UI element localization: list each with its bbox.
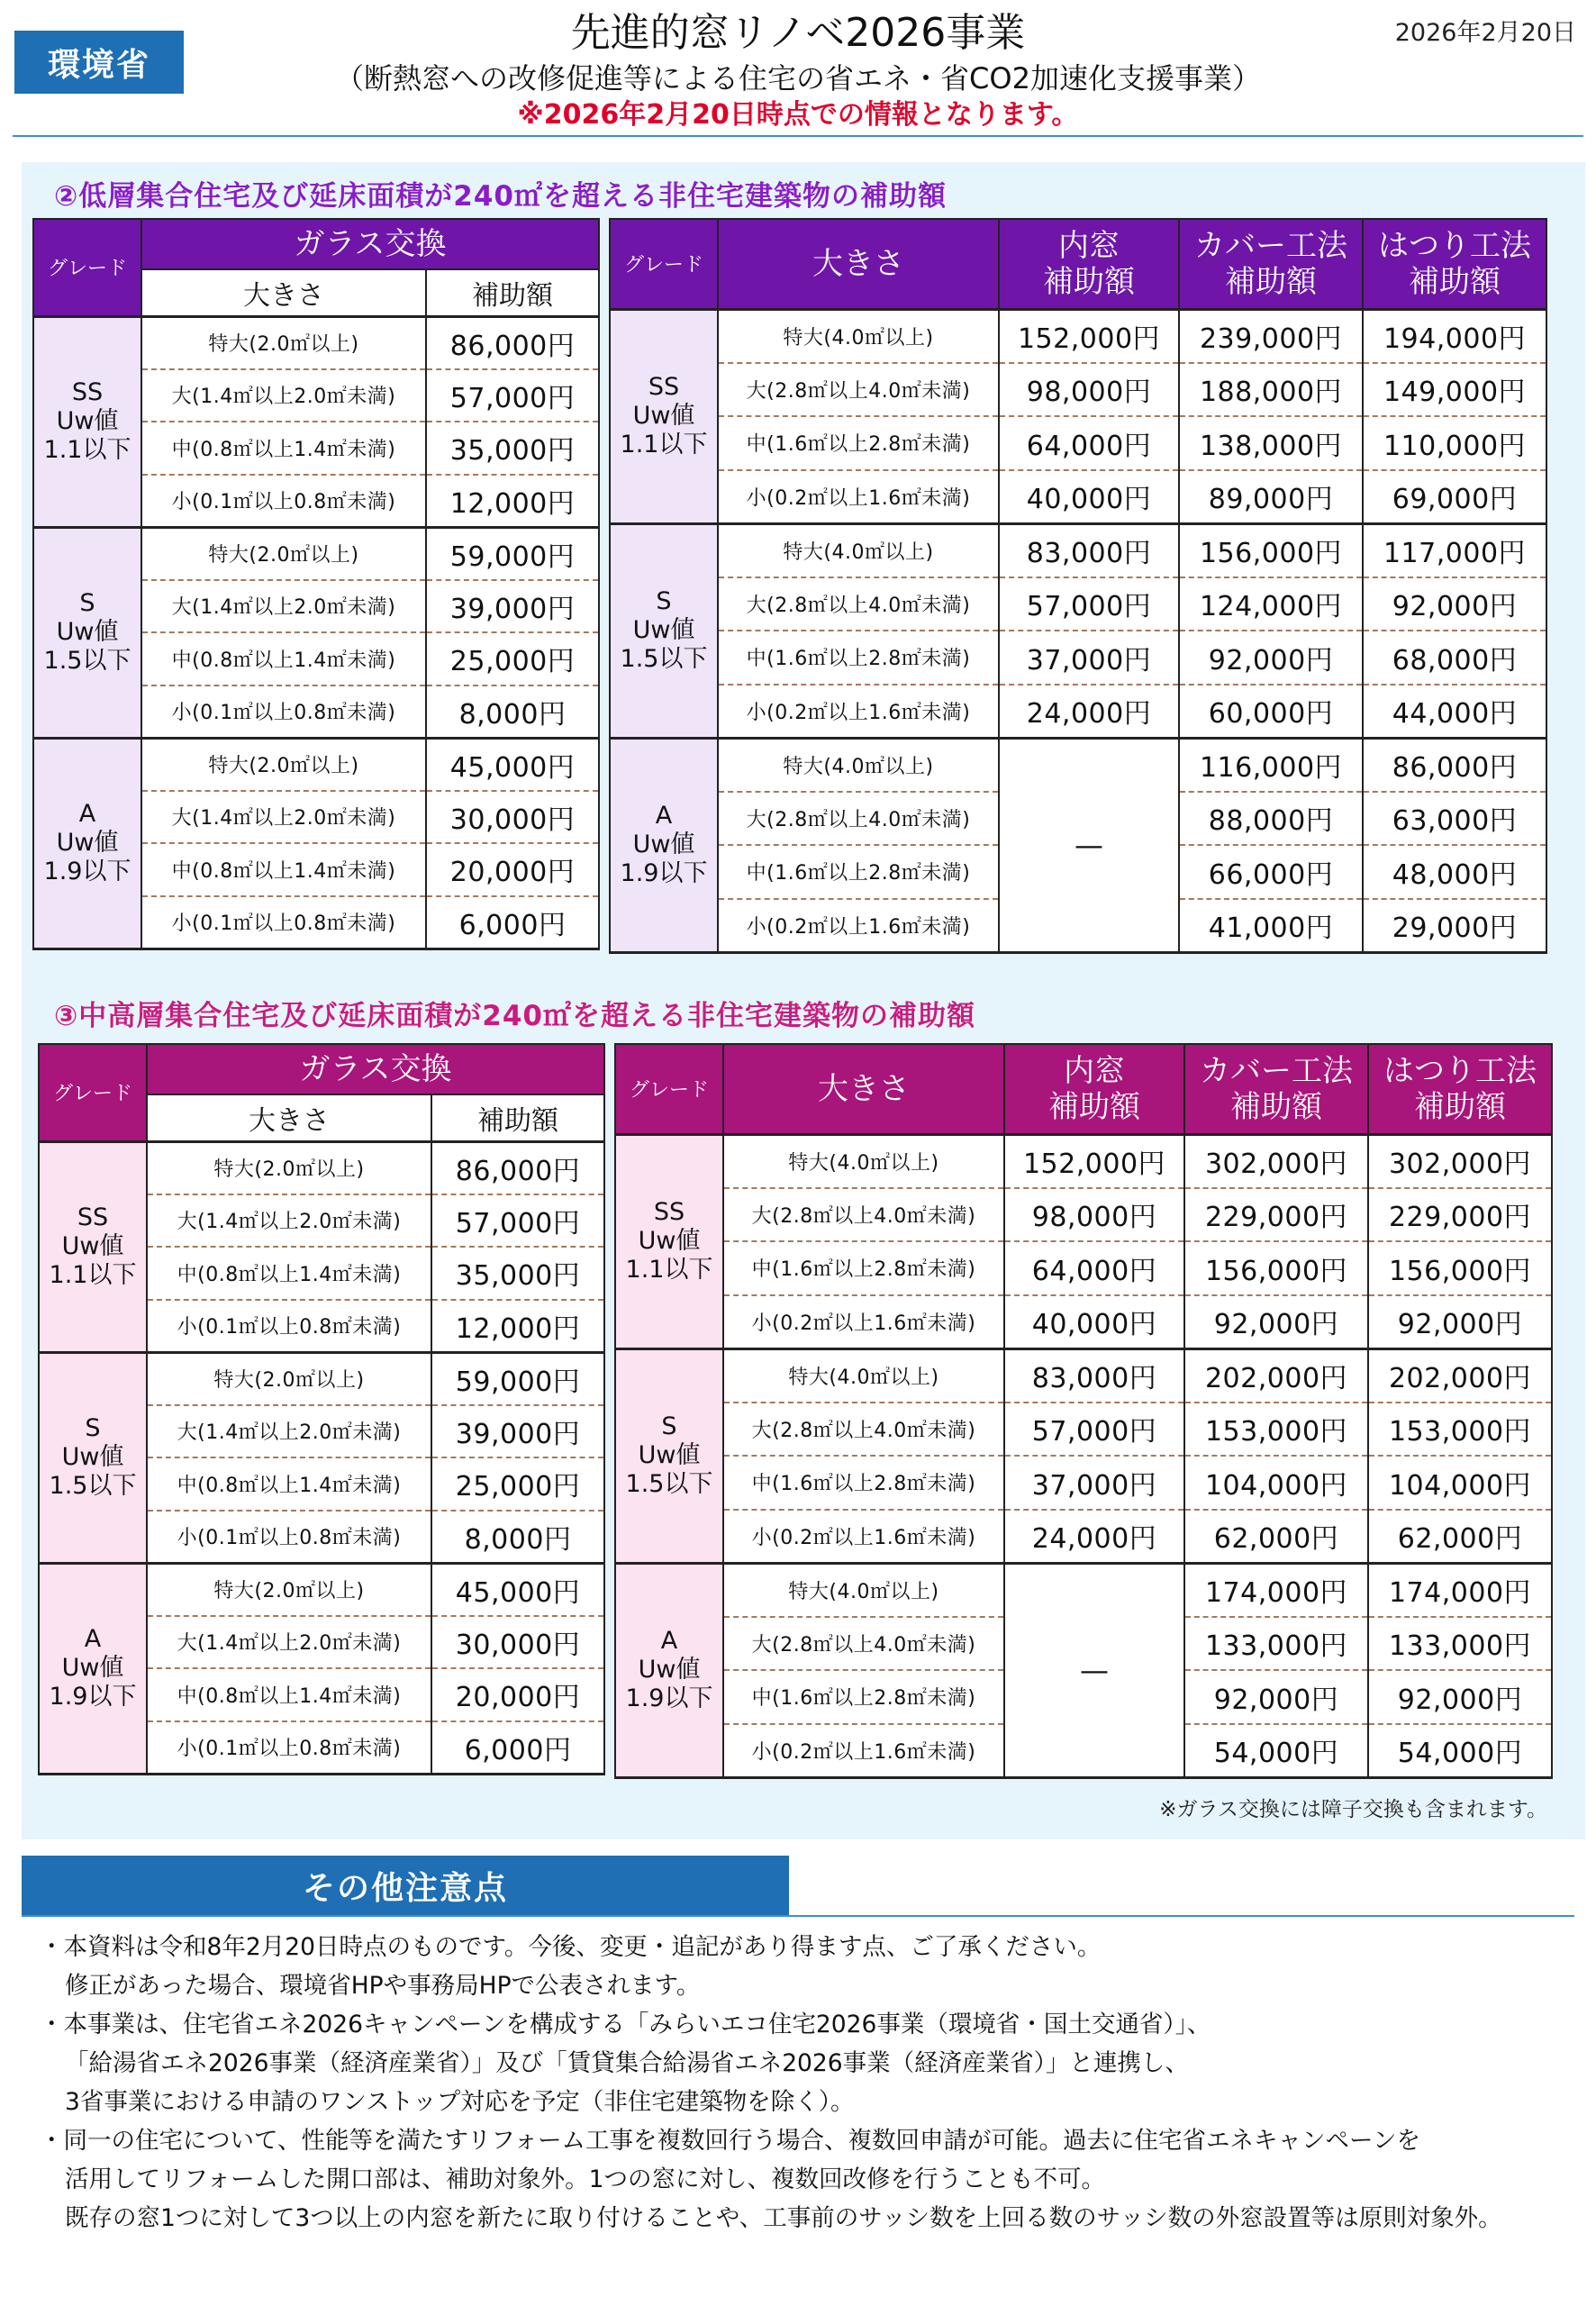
cover-amount-cell: 66,000円 [1179, 845, 1363, 899]
cover-header: カバー工法 補助額 [1184, 1044, 1368, 1134]
amount-cell: 25,000円 [426, 632, 599, 685]
grade-cell: A Uw値 1.9以下 [615, 1563, 723, 1777]
cover-amount-cell: 174,000円 [1184, 1563, 1368, 1617]
table-row [615, 1241, 1552, 1295]
amount-cell: 86,000円 [426, 316, 599, 369]
size-cell: 大(2.8㎡以上4.0㎡未満) [718, 363, 999, 417]
cover-amount-cell: 153,000円 [1184, 1403, 1368, 1457]
section3-title: ③中高層集合住宅及び延床面積が240㎡を超える非住宅建築物の補助額 [54, 1000, 975, 1032]
size-cell: 特大(4.0㎡以上) [718, 309, 999, 363]
table-row [39, 1141, 604, 1194]
inner-amount-cell: 152,000円 [1004, 1134, 1184, 1188]
size-header: 大きさ [141, 269, 426, 316]
size-cell: 大(1.4㎡以上2.0㎡未満) [141, 791, 426, 844]
cover-amount-cell: 156,000円 [1179, 523, 1363, 577]
table-row [615, 1456, 1552, 1510]
table-row [610, 685, 1546, 739]
size-cell: 大(1.4㎡以上2.0㎡未満) [141, 580, 426, 633]
table-row [33, 316, 599, 369]
size-cell: 小(0.1㎡以上0.8㎡未満) [147, 1511, 431, 1564]
table-row [615, 1134, 1552, 1188]
grade-cell: S Uw値 1.5以下 [39, 1352, 147, 1563]
hatsuri-amount-cell: 86,000円 [1363, 738, 1546, 792]
size-cell: 小(0.2㎡以上1.6㎡未満) [723, 1724, 1004, 1778]
date-notice: ※2026年2月20日時点での情報となります。 [517, 99, 1079, 131]
cover-amount-cell: 124,000円 [1179, 577, 1363, 631]
size-cell: 特大(4.0㎡以上) [723, 1348, 1004, 1403]
cover-amount-cell: 92,000円 [1184, 1670, 1368, 1724]
cover-amount-cell: 104,000円 [1184, 1456, 1368, 1510]
table-row [610, 470, 1546, 524]
grade-cell: A Uw値 1.9以下 [33, 738, 141, 949]
hatsuri-amount-cell: 229,000円 [1368, 1188, 1552, 1242]
amount-cell: 6,000円 [431, 1721, 604, 1775]
size-cell: 小(0.1㎡以上0.8㎡未満) [141, 896, 426, 949]
table-row [610, 416, 1546, 470]
grade-cell: SS Uw値 1.1以下 [615, 1134, 723, 1348]
amount-cell: 20,000円 [426, 843, 599, 896]
page-subtitle: （断熱窓への改修促進等による住宅の省エネ・省CO2加速化支援事業） [335, 61, 1261, 95]
notes-list [40, 1928, 1571, 2238]
size-cell: 特大(2.0㎡以上) [141, 527, 426, 580]
size-header: 大きさ [147, 1094, 431, 1141]
section3-window-table [614, 1043, 1553, 1779]
note-item: ・同一の住宅について、性能等を満たすリフォーム工事を複数回行う場合、複数回申請が可能。過去に住宅省エネキャンペーンを 活用してリフォームした開口部は、補助対象外。1つの窓に対し、複数回改修を行うことも不可。 既存の窓1つに対して3つ以上の内窓を新たに取り付けることや、工事前のサッシ数を上回る数のサッシ数の外窓設置等は原則対象外。 [40, 2127, 1502, 2232]
hatsuri-amount-cell: 194,000円 [1363, 309, 1546, 363]
cover-header: カバー工法 補助額 [1179, 219, 1363, 309]
size-cell: 特大(4.0㎡以上) [718, 738, 999, 792]
inner-amount-cell: 98,000円 [1004, 1188, 1184, 1242]
amount-cell: 45,000円 [426, 738, 599, 791]
size-cell: 中(1.6㎡以上2.8㎡未満) [718, 631, 999, 685]
size-cell: 特大(2.0㎡以上) [147, 1563, 431, 1616]
hatsuri-amount-cell: 29,000円 [1363, 899, 1546, 953]
table-row [33, 527, 599, 580]
amount-cell: 35,000円 [431, 1247, 604, 1300]
size-cell: 大(1.4㎡以上2.0㎡未満) [141, 369, 426, 422]
amount-cell: 59,000円 [431, 1352, 604, 1405]
size-cell: 小(0.2㎡以上1.6㎡未満) [723, 1510, 1004, 1564]
cover-amount-cell: 302,000円 [1184, 1134, 1368, 1188]
notes-header: その他注意点 [22, 1856, 789, 1915]
table-row [33, 738, 599, 791]
table-row [615, 1188, 1552, 1242]
inner-amount-cell: 57,000円 [999, 577, 1179, 631]
amount-cell: 59,000円 [426, 527, 599, 580]
hatsuri-amount-cell: 202,000円 [1368, 1348, 1552, 1403]
glass-exchange-header: ガラス交換 [147, 1044, 604, 1094]
cover-amount-cell: 188,000円 [1179, 363, 1363, 417]
notes-divider [22, 1915, 1574, 1917]
cover-amount-cell: 54,000円 [1184, 1724, 1368, 1778]
grade-header: グレード [610, 219, 718, 309]
inner-amount-cell: 37,000円 [999, 631, 1179, 685]
table-row [610, 523, 1546, 577]
amount-cell: 8,000円 [431, 1511, 604, 1564]
cover-amount-cell: 88,000円 [1179, 792, 1363, 846]
size-cell: 特大(2.0㎡以上) [141, 316, 426, 369]
cover-amount-cell: 89,000円 [1179, 470, 1363, 524]
cover-amount-cell: 156,000円 [1184, 1241, 1368, 1295]
table-row [615, 1403, 1552, 1457]
table-row [610, 738, 1546, 792]
amount-cell: 57,000円 [426, 369, 599, 422]
inner-amount-cell: 40,000円 [999, 470, 1179, 524]
hatsuri-amount-cell: 68,000円 [1363, 631, 1546, 685]
amount-cell: 57,000円 [431, 1194, 604, 1248]
grade-header: グレード [615, 1044, 723, 1134]
size-cell: 特大(4.0㎡以上) [723, 1134, 1004, 1188]
amount-cell: 12,000円 [431, 1300, 604, 1353]
table-row [615, 1348, 1552, 1403]
glass-exchange-header: ガラス交換 [141, 219, 599, 269]
amount-cell: 30,000円 [431, 1616, 604, 1669]
size-cell: 大(2.8㎡以上4.0㎡未満) [723, 1617, 1004, 1671]
cover-amount-cell: 133,000円 [1184, 1617, 1368, 1671]
note-item: ・本事業は、住宅省エネ2026キャンペーンを構成する「みらいエコ住宅2026事業（環境省・国土交通省）」、 「給湯省エネ2026事業（経済産業省）」及び「賃貸集合給湯省エネ2026事業（経済産業省）」と連携し、 3省事業における申請のワンストップ対応を予定（非住宅建築物を除く）。 [40, 2011, 1211, 2116]
amount-cell: 8,000円 [426, 685, 599, 739]
size-cell: 小(0.2㎡以上1.6㎡未満) [718, 470, 999, 524]
section2-window-table [609, 218, 1547, 954]
note-item: ・本資料は令和8年2月20日時点のものです。今後、変更・追記があり得ます点、ご了承ください。 修正があった場合、環境省HPや事務局HPで公表されます。 [40, 1933, 1102, 2000]
amount-cell: 35,000円 [426, 422, 599, 475]
size-cell: 中(0.8㎡以上1.4㎡未満) [147, 1668, 431, 1721]
size-cell: 小(0.1㎡以上0.8㎡未満) [141, 685, 426, 739]
cover-amount-cell: 41,000円 [1179, 899, 1363, 953]
hatsuri-amount-cell: 156,000円 [1368, 1241, 1552, 1295]
section2-title: ②低層集合住宅及び延床面積が240㎡を超える非住宅建築物の補助額 [54, 180, 947, 213]
inner-amount-cell: 64,000円 [1004, 1241, 1184, 1295]
hatsuri-amount-cell: 174,000円 [1368, 1563, 1552, 1617]
title-block [0, 7, 1596, 133]
glass-footnote: ※ガラス交換には障子交換も含まれます。 [1159, 1798, 1547, 1821]
cover-amount-cell: 92,000円 [1184, 1295, 1368, 1349]
table-row [610, 309, 1546, 363]
inner-amount-cell: 64,000円 [999, 416, 1179, 470]
grade-cell: A Uw値 1.9以下 [610, 738, 718, 952]
inner-amount-cell: 24,000円 [999, 685, 1179, 739]
amount-cell: 12,000円 [426, 475, 599, 528]
hatsuri-amount-cell: 110,000円 [1363, 416, 1546, 470]
section3-glass-table [38, 1043, 605, 1775]
inner-amount-cell: 57,000円 [1004, 1403, 1184, 1457]
size-cell: 特大(2.0㎡以上) [147, 1352, 431, 1405]
hatsuri-amount-cell: 48,000円 [1363, 845, 1546, 899]
grade-cell: S Uw値 1.5以下 [33, 527, 141, 738]
amount-cell: 30,000円 [426, 791, 599, 844]
grade-cell: S Uw値 1.5以下 [610, 523, 718, 738]
hatsuri-amount-cell: 44,000円 [1363, 685, 1546, 739]
not-applicable-dash: — [999, 738, 1179, 952]
inner-header: 内窓 補助額 [1004, 1044, 1184, 1134]
size-cell: 小(0.1㎡以上0.8㎡未満) [147, 1721, 431, 1775]
amount-header: 補助額 [431, 1094, 604, 1141]
hatsuri-amount-cell: 62,000円 [1368, 1510, 1552, 1564]
size-cell: 中(1.6㎡以上2.8㎡未満) [723, 1670, 1004, 1724]
inner-amount-cell: 98,000円 [999, 363, 1179, 417]
hatsuri-amount-cell: 92,000円 [1368, 1670, 1552, 1724]
inner-amount-cell: 37,000円 [1004, 1456, 1184, 1510]
grade-header: グレード [33, 219, 141, 316]
hatsuri-header: はつり工法 補助額 [1368, 1044, 1552, 1134]
amount-cell: 86,000円 [431, 1141, 604, 1194]
size-cell: 小(0.2㎡以上1.6㎡未満) [718, 685, 999, 739]
table-row [39, 1563, 604, 1616]
grade-cell: S Uw値 1.5以下 [615, 1348, 723, 1563]
size-cell: 大(2.8㎡以上4.0㎡未満) [718, 577, 999, 631]
hatsuri-header: はつり工法 補助額 [1363, 219, 1546, 309]
inner-header: 内窓 補助額 [999, 219, 1179, 309]
header-divider [13, 135, 1583, 137]
page-title: 先進的窓リノベ2026事業 [570, 10, 1026, 56]
table-row [615, 1510, 1552, 1564]
cover-amount-cell: 239,000円 [1179, 309, 1363, 363]
cover-amount-cell: 116,000円 [1179, 738, 1363, 792]
hatsuri-amount-cell: 92,000円 [1363, 577, 1546, 631]
size-cell: 中(1.6㎡以上2.8㎡未満) [723, 1456, 1004, 1510]
hatsuri-amount-cell: 92,000円 [1368, 1295, 1552, 1349]
size-cell: 小(0.1㎡以上0.8㎡未満) [141, 475, 426, 528]
cover-amount-cell: 62,000円 [1184, 1510, 1368, 1564]
size-cell: 中(1.6㎡以上2.8㎡未満) [718, 416, 999, 470]
size-cell: 中(0.8㎡以上1.4㎡未満) [147, 1247, 431, 1300]
size-cell: 中(0.8㎡以上1.4㎡未満) [147, 1457, 431, 1511]
size-cell: 大(1.4㎡以上2.0㎡未満) [147, 1194, 431, 1248]
table-row [615, 1295, 1552, 1349]
size-cell: 大(2.8㎡以上4.0㎡未満) [723, 1403, 1004, 1457]
amount-cell: 25,000円 [431, 1457, 604, 1511]
not-applicable-dash: — [1004, 1563, 1184, 1777]
size-cell: 特大(4.0㎡以上) [723, 1563, 1004, 1617]
inner-amount-cell: 152,000円 [999, 309, 1179, 363]
inner-amount-cell: 83,000円 [1004, 1348, 1184, 1403]
size-cell: 小(0.2㎡以上1.6㎡未満) [718, 899, 999, 953]
size-cell: 大(1.4㎡以上2.0㎡未満) [147, 1405, 431, 1458]
hatsuri-amount-cell: 104,000円 [1368, 1456, 1552, 1510]
hatsuri-amount-cell: 149,000円 [1363, 363, 1546, 417]
section2-glass-table [32, 218, 600, 950]
size-cell: 特大(2.0㎡以上) [147, 1141, 431, 1194]
amount-header: 補助額 [426, 269, 599, 316]
size-cell: 大(2.8㎡以上4.0㎡未満) [723, 1188, 1004, 1242]
size-cell: 小(0.2㎡以上1.6㎡未満) [723, 1295, 1004, 1349]
inner-amount-cell: 83,000円 [999, 523, 1179, 577]
hatsuri-amount-cell: 63,000円 [1363, 792, 1546, 846]
size-cell: 中(0.8㎡以上1.4㎡未満) [141, 632, 426, 685]
hatsuri-amount-cell: 133,000円 [1368, 1617, 1552, 1671]
cover-amount-cell: 202,000円 [1184, 1348, 1368, 1403]
cover-amount-cell: 229,000円 [1184, 1188, 1368, 1242]
size-cell: 小(0.1㎡以上0.8㎡未満) [147, 1300, 431, 1353]
table-row [610, 363, 1546, 417]
cover-amount-cell: 92,000円 [1179, 631, 1363, 685]
grade-cell: SS Uw値 1.1以下 [39, 1141, 147, 1352]
grade-cell: A Uw値 1.9以下 [39, 1563, 147, 1774]
amount-cell: 39,000円 [431, 1405, 604, 1458]
size-cell: 特大(2.0㎡以上) [141, 738, 426, 791]
hatsuri-amount-cell: 69,000円 [1363, 470, 1546, 524]
hatsuri-amount-cell: 54,000円 [1368, 1724, 1552, 1778]
amount-cell: 39,000円 [426, 580, 599, 633]
size-cell: 特大(4.0㎡以上) [718, 523, 999, 577]
size-cell: 中(1.6㎡以上2.8㎡未満) [723, 1241, 1004, 1295]
cover-amount-cell: 138,000円 [1179, 416, 1363, 470]
size-cell: 中(0.8㎡以上1.4㎡未満) [141, 422, 426, 475]
inner-amount-cell: 40,000円 [1004, 1295, 1184, 1349]
hatsuri-amount-cell: 153,000円 [1368, 1403, 1552, 1457]
table-row [615, 1563, 1552, 1617]
hatsuri-amount-cell: 117,000円 [1363, 523, 1546, 577]
size-cell: 大(1.4㎡以上2.0㎡未満) [147, 1616, 431, 1669]
document-date: 2026年2月20日 [1394, 19, 1576, 47]
amount-cell: 45,000円 [431, 1563, 604, 1616]
ministry-badge: 環境省 [14, 31, 184, 94]
grade-header: グレード [39, 1044, 147, 1141]
table-row [610, 631, 1546, 685]
cover-amount-cell: 60,000円 [1179, 685, 1363, 739]
amount-cell: 6,000円 [426, 896, 599, 949]
table-row [39, 1352, 604, 1405]
size-cell: 中(1.6㎡以上2.8㎡未満) [718, 845, 999, 899]
size-header: 大きさ [723, 1044, 1004, 1134]
inner-amount-cell: 24,000円 [1004, 1510, 1184, 1564]
grade-cell: SS Uw値 1.1以下 [33, 316, 141, 527]
amount-cell: 20,000円 [431, 1668, 604, 1721]
hatsuri-amount-cell: 302,000円 [1368, 1134, 1552, 1188]
size-cell: 中(0.8㎡以上1.4㎡未満) [141, 843, 426, 896]
size-header: 大きさ [718, 219, 999, 309]
table-row [610, 577, 1546, 631]
size-cell: 大(2.8㎡以上4.0㎡未満) [718, 792, 999, 846]
grade-cell: SS Uw値 1.1以下 [610, 309, 718, 523]
